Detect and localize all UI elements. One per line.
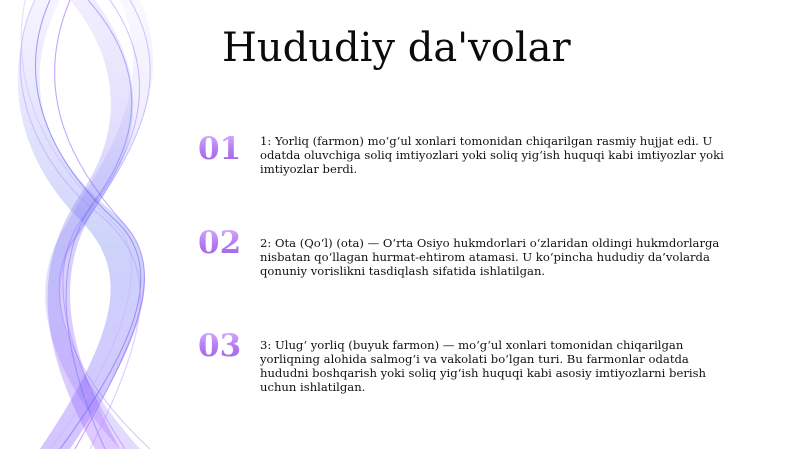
item-number: 03 (198, 328, 254, 364)
slide-title: Hududiy da'volar (222, 25, 571, 71)
item-text: 2: Ota (Qo‘l) (ota) — O‘rta Osiyo hukmdorlari o‘zlaridan oldingi hukmdorlarga nisbatan qo‘llagan hurmat-ehtirom atamasi. U ko‘pincha hududiy da’volarda qonuniy vorislikni tasdiqlash sifatida ishlatilgan. (260, 236, 720, 278)
item-number: 01 (198, 131, 254, 167)
decorative-ribbon-graphic (0, 0, 210, 449)
item-number: 02 (198, 225, 254, 261)
item-text: 3: Ulug‘ yorliq (buyuk farmon) — mo‘g‘ul xonlari tomonidan chiqarilgan yorliqning alohida salmog‘i va vakolati bo‘lgan turi. Bu farmonlar odatda hududni boshqarish yoki soliq yig‘ish huquqi kabi asosiy imtiyozlarni berish uchun ishlatilgan. (260, 338, 706, 394)
item-text: 1: Yorliq (farmon) mo‘g‘ul xonlari tomonidan chiqarilgan rasmiy hujjat edi. U odatda oluvchiga soliq imtiyozlari yoki soliq yig‘ish huquqi kabi imtiyozlar yoki imtiyozlar berdi. (260, 134, 724, 176)
